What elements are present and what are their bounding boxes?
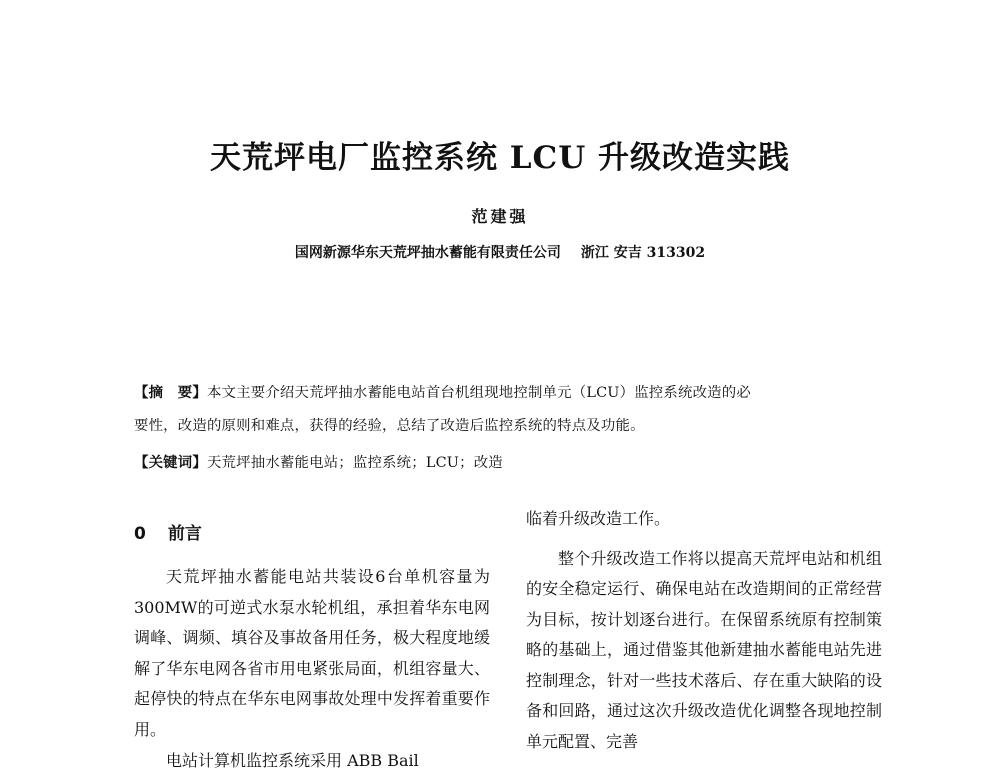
affiliation-org: 国网新源华东天荒坪抽水蓄能有限责任公司 — [294, 245, 561, 261]
abstract-label: 【摘 要】 — [134, 384, 207, 401]
body-paragraph: 整个升级改造工作将以提高天荒坪电站和机组的安全稳定运行、确保电站在改造期间的正常经营为目标，按计划逐台进行。在保留系统原有控制策略的基础上，通过借鉴其他新建抽水蓄能电站先进控制理念，针对一些技术落后、存在重大缺陷的设备和回路，通过这次升级改造优化调整各现地控制单元配置、完善 — [526, 548, 882, 751]
affiliation — [0, 242, 1000, 262]
keywords-label: 【关键词】 — [134, 454, 207, 471]
abstract-line-1 — [134, 381, 751, 402]
affiliation-location: 浙江 安吉 313302 — [580, 245, 706, 261]
paper-title: 天荒坪电厂监控系统 LCU 升级改造实践 — [209, 140, 791, 176]
author-name: 范建强 — [471, 207, 529, 226]
abstract-text-1: 本文主要介绍天荒坪抽水蓄能电站首台机组现地控制单元（LCU）监控系统改造的必 — [206, 385, 751, 401]
body-paragraph: 天荒坪抽水蓄能电站共装设6台单机容量为300MW的可逆式水泵水轮机组，承担着华东电网调峰、调频、填谷及事故备用任务，极大程度地缓解了华东电网各省市用电紧张局面，机组容量大、起停快的特点在华东电网事故处理中发挥着重要作用。 — [134, 567, 490, 739]
keywords-line — [134, 451, 503, 472]
abstract-line-2 — [134, 414, 645, 435]
left-column — [134, 562, 490, 745]
body-paragraph-partial: 电站计算机监控系统采用 ABB Bail — [166, 751, 419, 770]
keywords-text: 天荒坪抽水蓄能电站；监控系统；LCU；改造 — [206, 455, 503, 471]
right-column — [526, 504, 882, 757]
section-number: 0 — [134, 524, 146, 544]
section-title: 前言 — [167, 524, 202, 544]
section-heading — [134, 519, 202, 544]
abstract-text-2: 要性，改造的原则和难点，获得的经验，总结了改造后监控系统的特点及功能。 — [134, 418, 645, 434]
body-paragraph-continuation: 临着升级改造工作。 — [526, 509, 671, 528]
